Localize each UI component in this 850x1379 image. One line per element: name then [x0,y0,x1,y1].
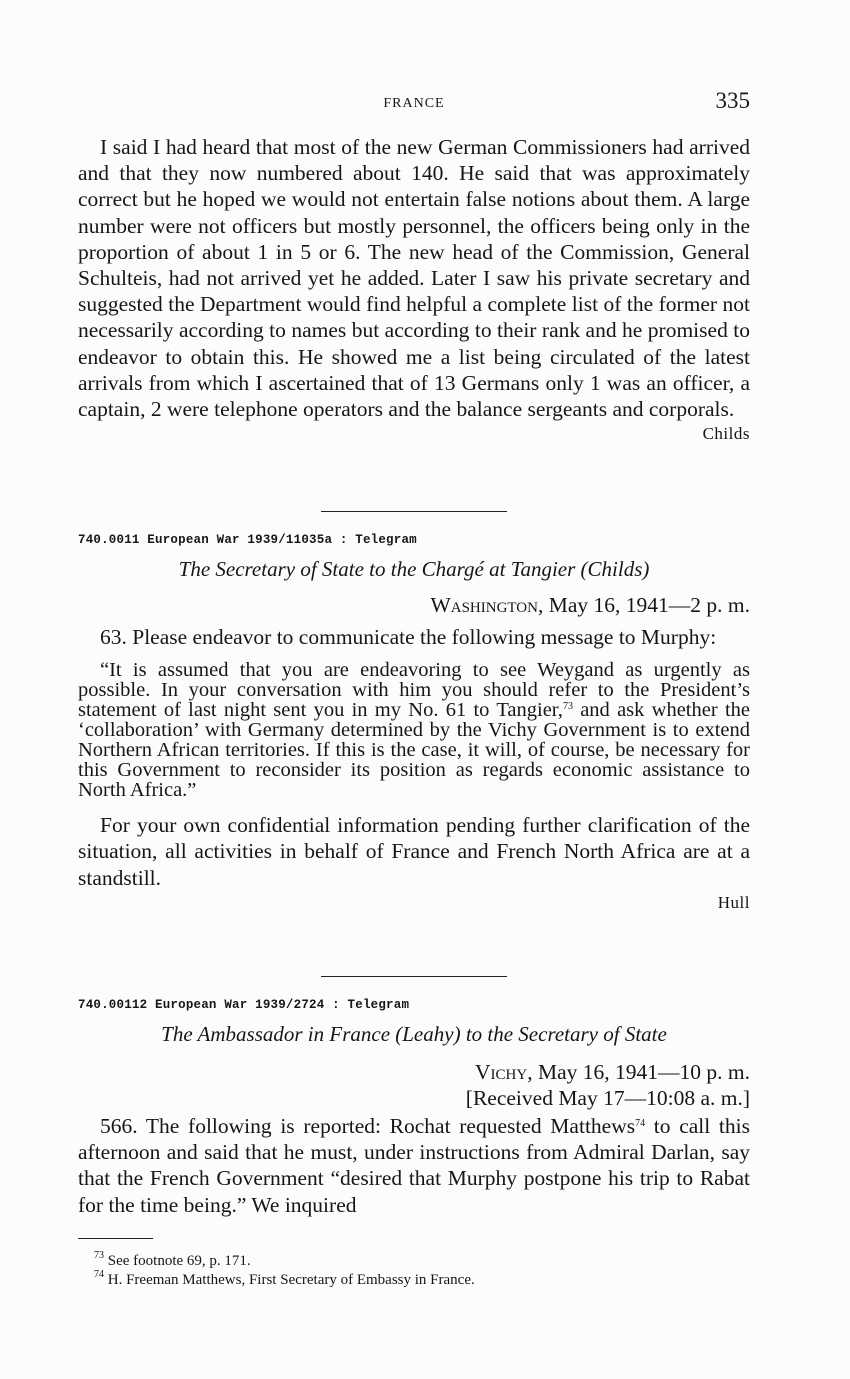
document-telegram-566 [78,998,750,1218]
received-line: [Received May 17—10:08 a. m.] [465,1086,750,1110]
dateline [78,1059,750,1085]
document-title: The Secretary of State to the Chargé at Tangier (Childs) [178,557,650,581]
footnote-divider [78,1238,153,1239]
dateline-date: , May 16, 1941—10 p. m. [527,1060,750,1084]
document-childs-report [78,134,750,444]
dateline-place: Vichy [475,1060,528,1084]
body-paragraph: For your own confidential information pending further clarification of the situation, all activities in behalf of France and French North Africa are at a standstill. [78,813,750,890]
body-paragraph [78,1113,750,1218]
footnotes [78,1252,750,1290]
footnote-text: H. Freeman Matthews, First Secretary of Embassy in France. [104,1272,475,1288]
section-divider [321,511,507,512]
document-telegram-63 [78,533,750,913]
footnote-text: See footnote 69, p. 171. [104,1253,251,1269]
document-title: The Ambassador in France (Leahy) to the Secretary of State [161,1022,667,1046]
dateline-date: , May 16, 1941—2 p. m. [537,593,750,617]
file-reference: 740.00112 European War 1939/2724 : Telegram [78,998,410,1012]
dateline-place: Washington [430,593,538,617]
footnote-mark: 73 [94,1250,104,1261]
footnote-74 [78,1271,750,1290]
paragraph-text: to call this afternoon and said that he must, under instructions from Admiral Darlan, say that the French Government “desired that Murphy postpone his trip to Rabat for the time being.” We inquired [78,1114,750,1217]
section-divider [321,976,507,977]
quote-text: “It is assumed that you are endeavoring to see Weygand as urgently as possible. In your conversation with him you should refer to the President’s statement of last night sent you in my No. 61 to Tangier, [78,659,750,722]
signature-childs: Childs [702,424,750,444]
footnote-mark: 74 [94,1269,104,1280]
page-header [78,88,750,118]
footnote-73 [78,1252,750,1271]
quote-text: and ask whether the ‘collaboration’ with Germany determined by the Vichy Government is to extend Northern African territories. If this is the case, it will, of course, be necessary for this Government to reconsider its position as regards economic assistance to North Africa.” [78,699,750,802]
file-reference: 740.0011 European War 1939/11035a : Telegram [78,533,417,547]
footnote-ref: 74 [635,1118,646,1129]
footnote-ref: 73 [562,701,573,713]
dateline [78,592,750,618]
signature-hull: Hull [717,892,750,912]
running-head: FRANCE [383,96,445,111]
body-paragraph: I said I had heard that most of the new German Commissioners had arrived and that they now numbered about 140. He said that was approximately correct but he hoped we would not entertain false notions about them. A large number were not officers but mostly personnel, the officers being only in the proportion of about 1 in 5 or 6. The new head of the Commission, General Schulteis, had not arrived yet he added. Later I saw his private secretary and suggested the Department would find helpful a complete list of the former not necessarily according to names but according to their rank and he promised to endeavor to obtain this. He showed me a list being circulated of the latest arrivals from which I ascertained that of 13 Germans only 1 was an officer, a captain, 2 were telephone operators and the balance sergeants and corporals. [78,135,750,422]
paragraph-text: 566. The following is reported: Rochat requested Matthews [100,1114,636,1138]
page-number: 335 [715,88,750,113]
body-paragraph: 63. Please endeavor to communicate the following message to Murphy: [100,625,717,649]
quoted-message [78,660,750,800]
